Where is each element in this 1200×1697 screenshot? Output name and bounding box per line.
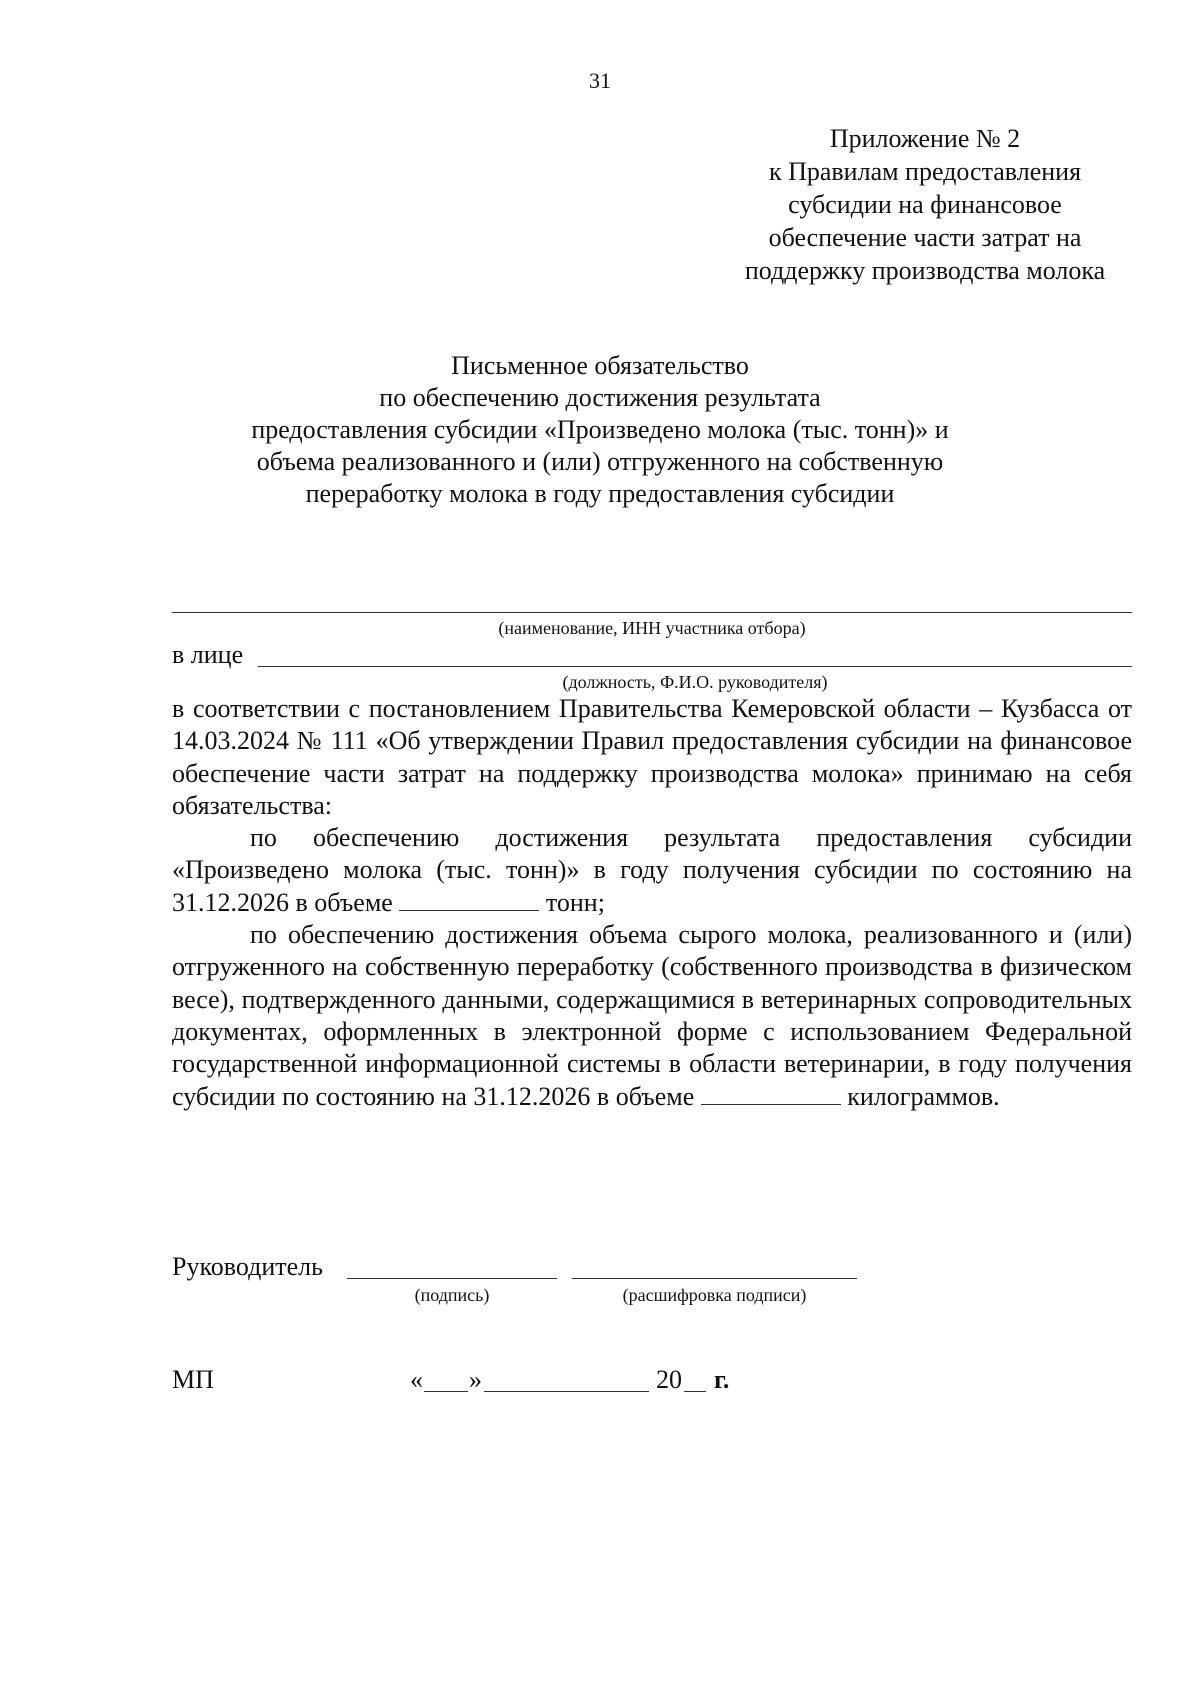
title-line: по обеспечению достижения результата [379, 383, 821, 412]
body-paragraph-2 [172, 822, 1132, 919]
signature-caption: (подпись) [414, 1285, 490, 1305]
paragraph-3-unit: килограммов. [840, 1081, 1000, 1111]
year-suffix: г. [714, 1365, 730, 1394]
body-paragraph-3 [172, 919, 1132, 1113]
annex-header [690, 122, 1160, 287]
paragraph-2-text: по обеспечению достижения результата предоставления субсидии «Произведено молока (тыс. тонн)» в году получения субсидии по состоянию на 31.12.2026 в объеме [172, 823, 1132, 917]
participant-caption: (наименование, ИНН участника отбора) [498, 618, 806, 638]
tons-volume-field[interactable] [399, 888, 539, 911]
title-line: предоставления субсидии «Произведено молока (тыс. тонн)» и [251, 415, 949, 444]
annex-line: к Правилам предоставления [768, 157, 1082, 186]
year-field[interactable] [684, 1391, 706, 1392]
annex-line: Приложение № 2 [829, 124, 1021, 153]
stamp-label: МП [172, 1365, 214, 1394]
decoding-caption: (расшифровка подписи) [622, 1285, 807, 1305]
head-position-line[interactable] [258, 666, 1132, 667]
paragraph-3-text: по обеспечению достижения объема сырого молока, реализованного и (или) отгруженного на собственную переработку (собственного производства в физическом весе), подтвержденного данными, содержащимися в ветеринарных сопроводительных документах, оформленных в электронной форме с использованием Федеральной государственной информационной системы в области ветеринарии, в году получения субсидии по состоянию на 31.12.2026 в объеме [172, 920, 1132, 1111]
annex-line: обеспечение части затрат на [768, 223, 1082, 252]
head-caption: (должность, Ф.И.О. руководителя) [562, 672, 828, 692]
page-number: 31 [589, 68, 611, 93]
paragraph-2-unit: тонн; [539, 887, 605, 917]
body-paragraph-1: в соответствии с постановлением Правительства Кемеровской области – Кузбасса от 14.03.2024 № 111 «Об утверждении Правил предоставления субсидии на финансовое обеспечение части затрат на поддержку производства молока» принимаю на себя обязательства: [172, 694, 1132, 820]
stamp-date-row [172, 1365, 1072, 1405]
annex-line: поддержку производства молока [744, 256, 1106, 285]
quote-open: « [410, 1365, 423, 1394]
day-field[interactable] [424, 1391, 468, 1392]
participant-name-line[interactable] [172, 612, 1132, 613]
kilograms-volume-field[interactable] [701, 1082, 841, 1105]
signature-row [172, 1252, 1072, 1312]
signature-decoding-line[interactable] [572, 1278, 857, 1279]
title-line: переработку молока в году предоставления субсидии [305, 479, 895, 508]
month-field[interactable] [484, 1391, 649, 1392]
quote-close: » [469, 1365, 482, 1394]
title-line: объема реализованного и (или) отгруженного на собственную [256, 447, 944, 476]
in-person-label: в лице [172, 640, 244, 669]
document-body [172, 693, 1132, 1113]
head-label: Руководитель [172, 1252, 323, 1281]
title-line: Письменное обязательство [451, 351, 749, 380]
signature-line[interactable] [347, 1278, 557, 1279]
document-title [150, 350, 1050, 510]
year-prefix: 20 [656, 1365, 682, 1394]
annex-line: субсидии на финансовое [788, 190, 1062, 219]
